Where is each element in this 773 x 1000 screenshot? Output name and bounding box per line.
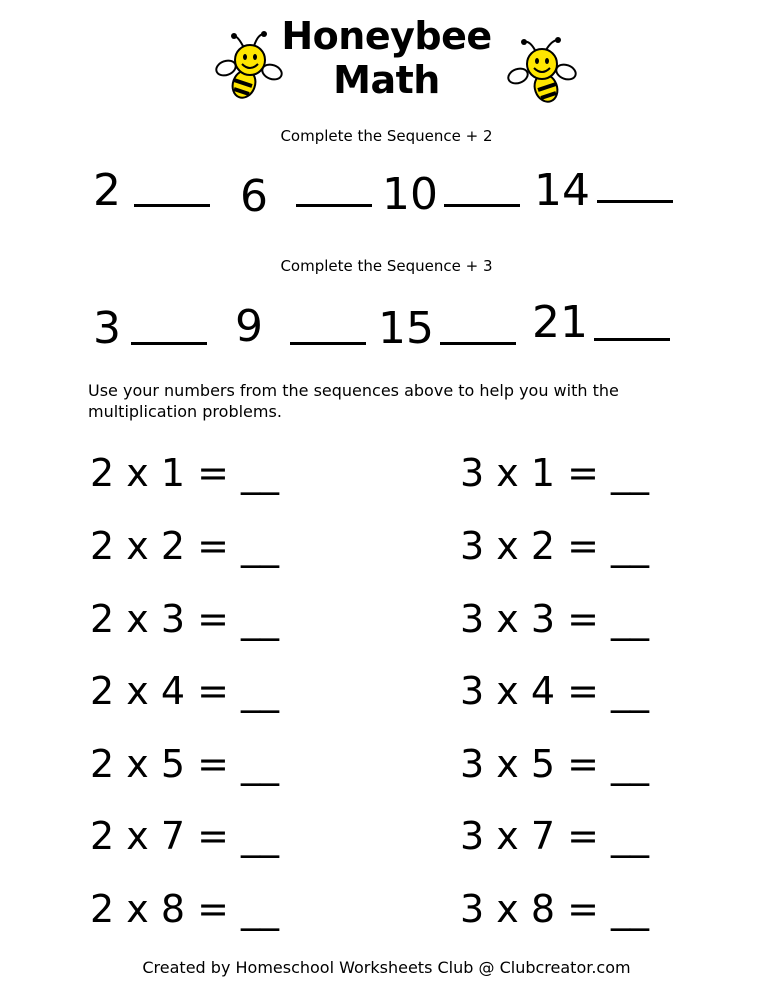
problem-3x7[interactable]: 3 x 7 = __ [460,814,649,858]
sequence-2-heading: Complete the Sequence + 3 [280,257,493,275]
sequence-1-heading: Complete the Sequence + 2 [280,127,493,145]
problem-2x3[interactable]: 2 x 3 = __ [90,597,279,641]
answer-blank[interactable] [290,342,366,345]
problem-3x1[interactable]: 3 x 1 = __ [460,451,649,495]
sequence-number: 14 [534,165,590,216]
sequence-1-row [0,166,773,226]
sequence-number: 2 [93,165,121,216]
answer-blank[interactable] [131,342,207,345]
problem-3x8[interactable]: 3 x 8 = __ [460,887,649,931]
instructions-text: Use your numbers from the sequences above to help you with the multiplication problems. [88,381,619,421]
answer-blank[interactable] [594,338,670,341]
answer-blank[interactable] [444,204,520,207]
problem-2x2[interactable]: 2 x 2 = __ [90,524,279,568]
problem-2x1[interactable]: 2 x 1 = __ [90,451,279,495]
sequence-number: 9 [235,301,263,352]
sequence-number: 15 [378,303,434,354]
sequence-2-row [0,297,773,362]
bee-icon [214,30,286,102]
answer-blank[interactable] [296,204,372,207]
title-line-1: Honeybee [281,14,492,58]
title-line-2: Math [333,58,440,102]
problem-2x8[interactable]: 2 x 8 = __ [90,887,279,931]
footer-credit: Created by Homeschool Worksheets Club @ Clubcreator.com [142,958,631,977]
answer-blank[interactable] [440,342,516,345]
problem-2x4[interactable]: 2 x 4 = __ [90,669,279,713]
problem-3x4[interactable]: 3 x 4 = __ [460,669,649,713]
bee-icon [506,34,578,106]
problem-2x7[interactable]: 2 x 7 = __ [90,814,279,858]
problem-3x2[interactable]: 3 x 2 = __ [460,524,649,568]
answer-blank[interactable] [597,200,673,203]
answer-blank[interactable] [134,204,210,207]
sequence-number: 3 [93,303,121,354]
problem-3x3[interactable]: 3 x 3 = __ [460,597,649,641]
problem-3x5[interactable]: 3 x 5 = __ [460,742,649,786]
page-title [0,14,773,102]
sequence-number: 10 [382,169,438,220]
problem-2x5[interactable]: 2 x 5 = __ [90,742,279,786]
sequence-number: 6 [240,171,268,222]
sequence-number: 21 [532,297,588,348]
